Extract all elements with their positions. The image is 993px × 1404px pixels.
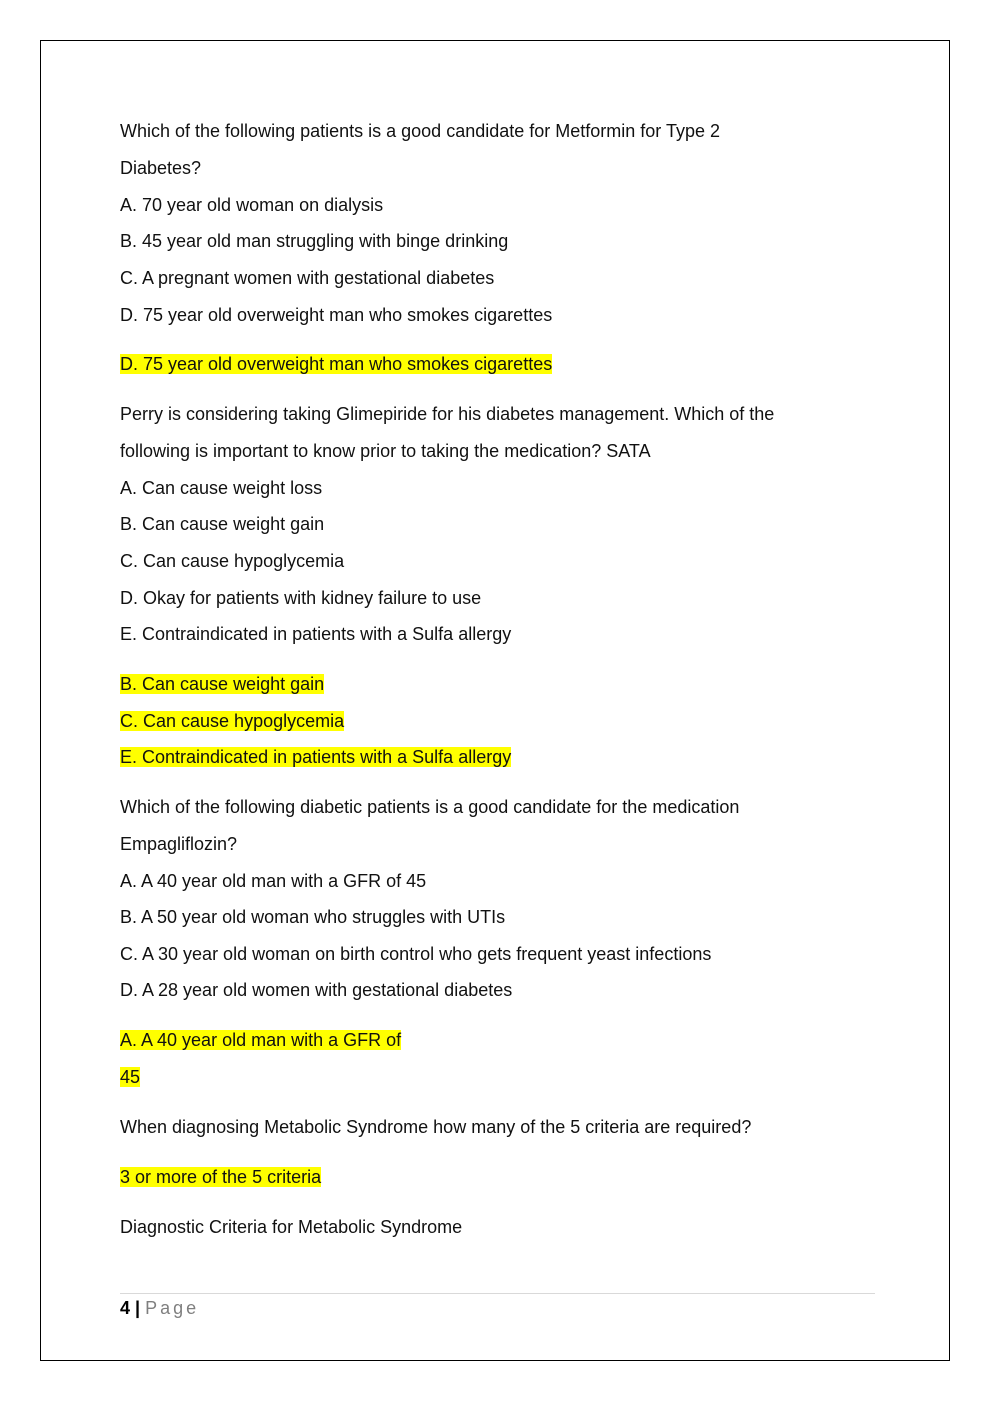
question-1-text-cont: Diabetes? (120, 158, 202, 178)
question-2-option-e: E. Contraindicated in patients with a Sulfa allergy (120, 624, 512, 644)
answer-highlight: 3 or more of the 5 criteria (120, 1167, 322, 1187)
question-1-text: Which of the following patients is a good candidate for Metformin for Type 2 (120, 121, 720, 141)
question-2-text-cont: following is important to know prior to taking the medication? SATA (120, 441, 651, 461)
question-2-answer-2 (120, 710, 344, 732)
footer-divider (120, 1293, 875, 1294)
page-number: 4 (120, 1298, 131, 1318)
question-3-option-b: B. A 50 year old woman who struggles with UTIs (120, 907, 506, 927)
question-2-answer-1 (120, 673, 324, 695)
question-2-option-a: A. Can cause weight loss (120, 478, 323, 498)
question-1-option-a: A. 70 year old woman on dialysis (120, 195, 384, 215)
question-1-option-d: D. 75 year old overweight man who smokes cigarettes (120, 305, 553, 325)
question-3-answer-cont (120, 1066, 140, 1088)
question-1-option-c: C. A pregnant women with gestational diabetes (120, 268, 495, 288)
question-2-option-d: D. Okay for patients with kidney failure to use (120, 588, 482, 608)
answer-highlight: D. 75 year old overweight man who smokes cigarettes (120, 354, 553, 374)
question-1-answer (120, 353, 552, 375)
answer-highlight: A. A 40 year old man with a GFR of (120, 1030, 402, 1050)
question-3-option-a: A. A 40 year old man with a GFR of 45 (120, 871, 427, 891)
question-2-text: Perry is considering taking Glimepiride for his diabetes management. Which of the (120, 404, 775, 424)
page-footer (120, 1297, 199, 1319)
question-2-option-b: B. Can cause weight gain (120, 514, 325, 534)
answer-highlight: B. Can cause weight gain (120, 674, 325, 694)
question-3-option-d: D. A 28 year old women with gestational diabetes (120, 980, 513, 1000)
question-3-text-cont: Empagliflozin? (120, 834, 238, 854)
page-separator: | (135, 1298, 141, 1318)
page-label: Page (145, 1298, 200, 1318)
section-heading: Diagnostic Criteria for Metabolic Syndrome (120, 1217, 463, 1237)
question-4-answer (120, 1166, 321, 1188)
question-1-option-b: B. 45 year old man struggling with binge drinking (120, 231, 509, 251)
answer-highlight: C. Can cause hypoglycemia (120, 711, 345, 731)
answer-highlight: 45 (120, 1067, 141, 1087)
answer-highlight: E. Contraindicated in patients with a Sulfa allergy (120, 747, 512, 767)
question-2-option-c: C. Can cause hypoglycemia (120, 551, 345, 571)
question-3-text: Which of the following diabetic patients is a good candidate for the medication (120, 797, 740, 817)
question-2-answer-3 (120, 746, 511, 768)
question-4-text: When diagnosing Metabolic Syndrome how many of the 5 criteria are required? (120, 1117, 752, 1137)
question-3-answer (120, 1029, 401, 1051)
question-3-option-c: C. A 30 year old woman on birth control who gets frequent yeast infections (120, 944, 712, 964)
